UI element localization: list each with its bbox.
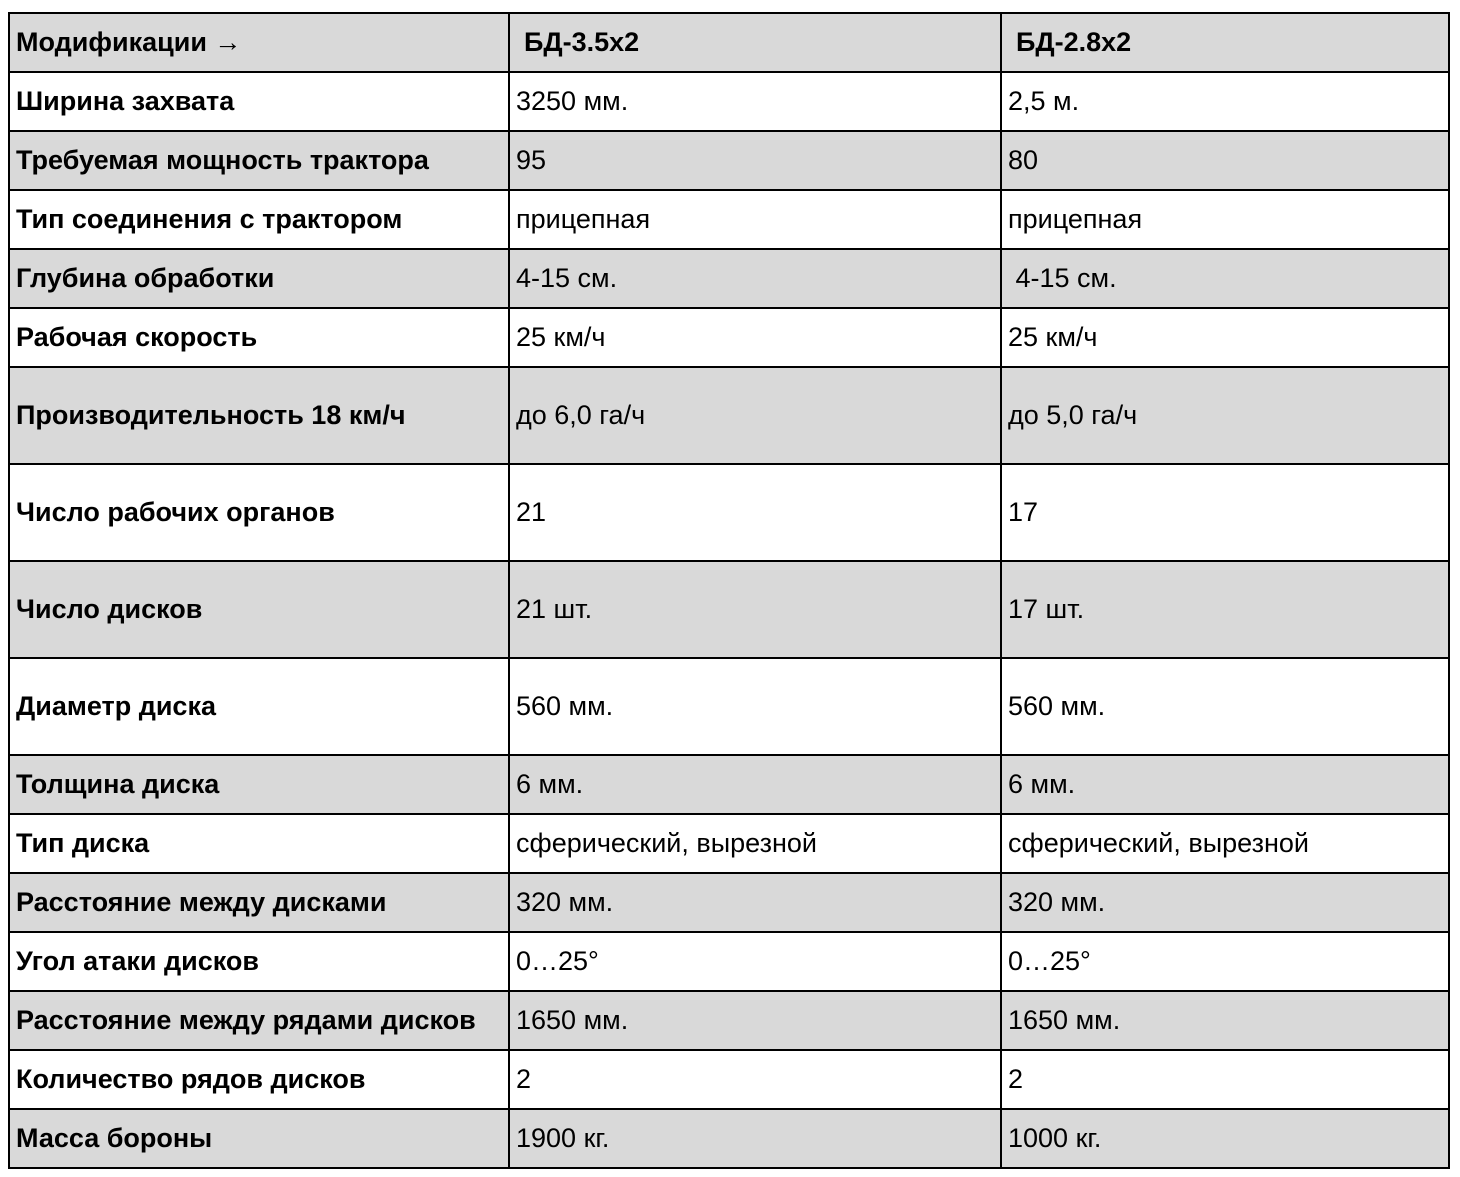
row-value-model-2: 2 <box>1001 1050 1449 1109</box>
table-header-row <box>9 13 1449 72</box>
row-value-model-1: 3250 мм. <box>509 72 1001 131</box>
specifications-table <box>8 12 1450 1169</box>
row-value-model-2: 80 <box>1001 131 1449 190</box>
row-value-model-1: сферический, вырезной <box>509 814 1001 873</box>
table-row <box>9 658 1449 755</box>
table-row <box>9 249 1449 308</box>
row-value-model-2: прицепная <box>1001 190 1449 249</box>
row-value-model-1: 560 мм. <box>509 658 1001 755</box>
row-value-model-1: 320 мм. <box>509 873 1001 932</box>
row-value-model-1: 25 км/ч <box>509 308 1001 367</box>
row-value-model-2: 6 мм. <box>1001 755 1449 814</box>
row-value-model-2: 25 км/ч <box>1001 308 1449 367</box>
row-value-model-1: 1650 мм. <box>509 991 1001 1050</box>
table-row <box>9 561 1449 658</box>
row-label: Рабочая скорость <box>9 308 509 367</box>
header-model-2: БД-2.8х2 <box>1001 13 1449 72</box>
table-row <box>9 1109 1449 1168</box>
row-value-model-2: 2,5 м. <box>1001 72 1449 131</box>
table-row <box>9 464 1449 561</box>
row-value-model-2: до 5,0 га/ч <box>1001 367 1449 464</box>
row-label: Производительность 18 км/ч <box>9 367 509 464</box>
row-value-model-1: 6 мм. <box>509 755 1001 814</box>
row-value-model-1: 1900 кг. <box>509 1109 1001 1168</box>
table-row <box>9 755 1449 814</box>
row-value-model-1: до 6,0 га/ч <box>509 367 1001 464</box>
row-value-model-1: 21 шт. <box>509 561 1001 658</box>
row-label: Угол атаки дисков <box>9 932 509 991</box>
row-label: Расстояние между дисками <box>9 873 509 932</box>
row-label: Число дисков <box>9 561 509 658</box>
row-label: Требуемая мощность трактора <box>9 131 509 190</box>
row-label: Тип соединения с трактором <box>9 190 509 249</box>
table-row <box>9 308 1449 367</box>
row-label: Расстояние между рядами дисков <box>9 991 509 1050</box>
row-label: Тип диска <box>9 814 509 873</box>
row-value-model-2: 17 шт. <box>1001 561 1449 658</box>
table-row <box>9 932 1449 991</box>
row-value-model-2: сферический, вырезной <box>1001 814 1449 873</box>
row-label: Глубина обработки <box>9 249 509 308</box>
row-label: Ширина захвата <box>9 72 509 131</box>
table-row <box>9 873 1449 932</box>
row-value-model-2: 4-15 см. <box>1001 249 1449 308</box>
table-row <box>9 190 1449 249</box>
row-value-model-2: 320 мм. <box>1001 873 1449 932</box>
row-label: Толщина диска <box>9 755 509 814</box>
table-row <box>9 814 1449 873</box>
row-value-model-2: 560 мм. <box>1001 658 1449 755</box>
table-row <box>9 131 1449 190</box>
row-value-model-1: прицепная <box>509 190 1001 249</box>
row-value-model-1: 95 <box>509 131 1001 190</box>
row-label: Количество рядов дисков <box>9 1050 509 1109</box>
table-row <box>9 72 1449 131</box>
row-value-model-1: 0…25° <box>509 932 1001 991</box>
row-label: Диаметр диска <box>9 658 509 755</box>
row-value-model-2: 0…25° <box>1001 932 1449 991</box>
row-value-model-1: 21 <box>509 464 1001 561</box>
table-row <box>9 367 1449 464</box>
row-label: Число рабочих органов <box>9 464 509 561</box>
row-value-model-2: 1650 мм. <box>1001 991 1449 1050</box>
row-value-model-1: 2 <box>509 1050 1001 1109</box>
row-value-model-2: 1000 кг. <box>1001 1109 1449 1168</box>
table-row <box>9 991 1449 1050</box>
header-modifications-label: Модификации → <box>9 13 509 72</box>
row-label: Масса бороны <box>9 1109 509 1168</box>
header-model-1: БД-3.5х2 <box>509 13 1001 72</box>
row-value-model-2: 17 <box>1001 464 1449 561</box>
table-row <box>9 1050 1449 1109</box>
row-value-model-1: 4-15 см. <box>509 249 1001 308</box>
